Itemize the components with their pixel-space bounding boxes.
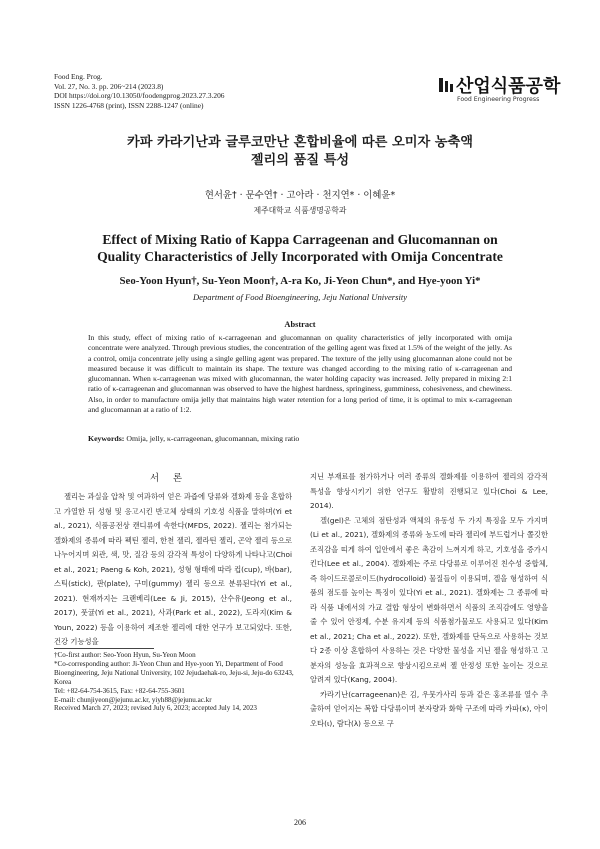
english-authors: Seo-Yoon Hyun†, Su-Yeon Moon†, A-ra Ko, Ji-Yeon Chun*, and Hye-yoon Yi* <box>119 275 481 287</box>
keywords-list: Omija, jelly, κ-carrageenan, glucomannan, mixing ratio <box>126 434 300 443</box>
intro-paragraph: 카라기난(carrageenan)은 김, 우뭇가사리 등과 같은 홍조류를 열수 추출하여 얻어지는 복합 다당류이며 분자량과 화학 구조에 따라 카파(κ), 아이오타(ι), 람다(λ) 등으로 구 <box>310 689 548 728</box>
page-number: 206 <box>294 818 306 827</box>
english-title <box>0 232 600 265</box>
section-title-intro: 서론 <box>149 473 197 484</box>
keywords-label: Keywords: <box>88 434 125 443</box>
intro-paragraph: 젤리는 과실을 압착 및 여과하여 얻은 과즙에 당류와 겔화제 등을 혼합하고 가열한 뒤 성형 및 응고시킨 반고체 상태의 기호성 식품을 말하며(Yi et al., 2021), 식품공전상 캔디류에 속한다(MFDS, 2022). 젤리는 첨가되는 겔화제의 종류에 따라 펙틴 젤리, 한천 젤리, 젤라틴 젤리, 곤약 젤리 등으로 나누어지며 외관, 색, 맛, 질감 등의 감각적 특성이 다양하게 나타나고(Choi et al., 2021; Paeng & Koh, 2021), 성형 형태에 따라 컵(cup), 바(bar), 스틱(stick), 판(plate), 구미(gummy) 젤리 등으로 분류된다(Yi et al., 2021). 현재까지는 크랜베리(Lee & Ji, 2015), 산수유(Jeong et al., 2017), 풋귤(Yi et al., 2021), 사과(Park et al., 2022), 도라지(Kim & Youn, 2022) 등을 이용하여 제조한 젤리에 대한 연구가 보고되었다. 또한, 건강 기능성을 <box>54 492 292 646</box>
footnote-email: E-mail: chunjiyeon@jejunu.ac.kr, yiyh88@jejunu.ac.kr <box>54 695 212 704</box>
journal-doi: DOI https://doi.org/10.13050/foodengprog.2023.27.3.206 <box>54 91 225 101</box>
journal-issn: ISSN 1226-4768 (print), ISSN 2288-1247 (online) <box>54 100 204 110</box>
journal-logo <box>438 72 561 110</box>
abstract-heading: Abstract <box>284 320 316 329</box>
english-title-line1: Effect of Mixing Ratio of Kappa Carrageenan and Glucomannan on <box>102 232 498 247</box>
logo-title: 산업식품공학 <box>456 76 561 97</box>
journal-info <box>54 72 224 110</box>
journal-name: Food Eng. Prog. <box>54 72 103 81</box>
footnote-corresponding: *Co-corresponding author: Ji-Yeon Chun and Hye-yoon Yi, Department of Food Bioengineering, Jeju National University, 102 Jejudaehak-ro, Jeju-si, Jeju-do 63243, Korea <box>54 659 294 686</box>
left-column <box>54 490 292 650</box>
english-affiliation: Department of Food Bioengineering, Jeju National University <box>192 292 408 302</box>
korean-title <box>0 134 600 170</box>
footnote-first-author: †Co-first author: Seo-Yoon Hyun, Su-Yeon Moon <box>54 651 196 659</box>
korean-title-line2: 젤리의 품질 특성 <box>250 153 350 168</box>
footnote-tel: Tel: +82-64-754-3615, Fax: +82-64-755-3601 <box>54 686 185 695</box>
right-column <box>310 470 548 731</box>
abstract-text: In this study, effect of mixing ratio of κ-carrageenan and glucomannan on quality characteristics of jelly incorporated with omija concentrate were analyzed. Through previous studies, the concentration of the gelling agent was fixed at 1.5% of the weight of the jelly. As a control, omija concentrate jelly using a single gelling agent was prepared. The texture of the jelly using glucomannan alone could not be measured because it was difficult to maintain its shape. The texture was changed according to the mixing ratio of κ-carrageenan and glucomannan. When κ-carrageenan was mixed with glucomannan, the water holding capacity was increased. Jelly prepared in mixing 2:1 ratio of κ-carrageenan and glucomannan was observed to have the highest hardness, springiness, gumminess, cohesiveness, and chewiness. Also, in order to manufacture omija jelly that maintains high water retention for a long period of time, it is optimal to mix κ-carrageenan and glucomannan at a ratio of 1:2. <box>88 333 512 414</box>
footnotes <box>54 651 298 713</box>
keywords <box>88 434 518 443</box>
korean-authors: 현서윤† · 문수연† · 고아라 · 천지연* · 이혜윤* <box>204 190 396 201</box>
journal-volume: Vol. 27, No. 3. pp. 206~214 (2023.8) <box>54 81 164 91</box>
logo-subtitle: Food Engineering Progress <box>457 96 540 103</box>
english-title-line2: Quality Characteristics of Jelly Incorporated with Omija Concentrate <box>97 248 503 264</box>
intro-paragraph: 겔(gel)은 고체의 점탄성과 액체의 유동성 두 가지 특징을 모두 가지며(Li et al., 2021), 겔화제의 종류와 농도에 따라 젤리에 부드럽거나 쫄깃한 조직감을 띠게 하여 입안에서 좋은 촉감이 느껴지게 하고, 기호성을 증가시킨다(Lee et al., 2004). 겔화제는 주로 다당류로 이루어진 친수성 중합체, 즉 하이드로콜로이드(hydrocolloid) 물질들이 이용되며, 겔을 형성하여 식품의 점도를 높이는 특징이 있다(Yi et al., 2021). 겔화제는 그 종류에 따라 식품 내에서의 가교 결합 형상이 변화하면서 식품의 조직감에도 영향을 줄 수 있어 안정제, 수분 유지제 등의 식품첨가물로도 사용되고 있다(Kim et al., 2021; Cha et al., 2022). 또한, 겔화제를 단독으로 사용하는 것보다 2종 이상 혼합하여 사용하는 것은 다양한 물성을 지닌 젤을 형성하고 고분자의 성능을 효과적으로 향상시킴으로써 젤 안정성 또한 높이는 것으로 알려져 있다(Kang, 2004). <box>310 515 548 684</box>
korean-title-line1: 카파 카라기난과 글루코만난 혼합비율에 따른 오미자 농축액 <box>126 135 474 150</box>
intro-paragraph: 지닌 부재료를 첨가하거나 여러 종류의 겔화제를 이용하여 젤리의 감각적 특성을 향상시키기 위한 연구도 활발히 진행되고 있다(Choi & Lee, 2014). <box>310 472 548 510</box>
footnote-received: Received March 27, 2023; revised July 6, 2023; accepted July 14, 2023 <box>54 704 257 713</box>
footnote-divider <box>54 648 154 649</box>
logo-mark-icon <box>438 76 454 94</box>
korean-affiliation: 제주대학교 식품생명공학과 <box>253 206 347 215</box>
